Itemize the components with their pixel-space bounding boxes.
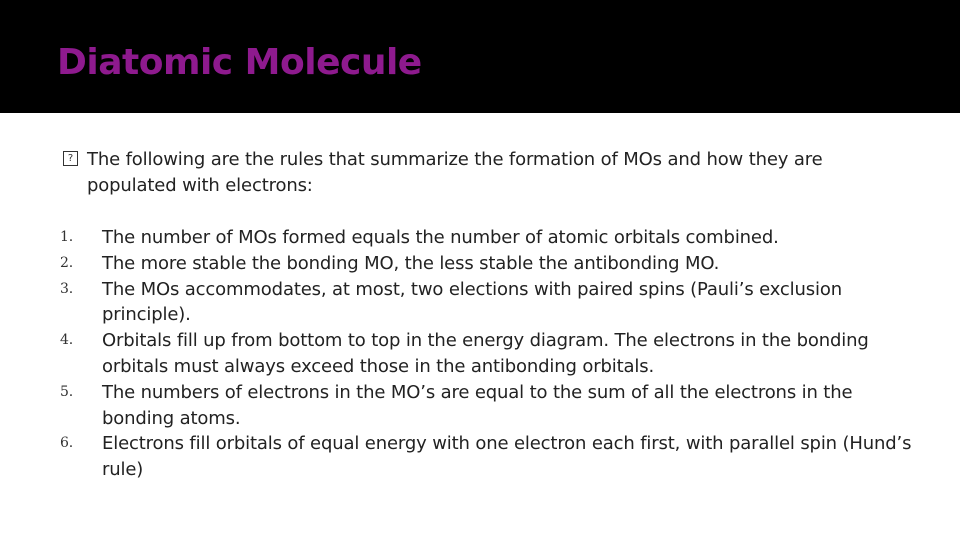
rule-number: 4. <box>60 332 74 349</box>
rule-item <box>60 328 920 380</box>
rule-number: 6. <box>60 435 74 452</box>
rule-item <box>60 251 920 277</box>
rule-text: The MOs accommodates, at most, two elections with paired spins (Pauli’s exclusion principle). <box>102 278 842 326</box>
rule-item <box>60 380 920 432</box>
rule-number: 3. <box>60 280 74 297</box>
title-bar <box>0 0 960 113</box>
intro-bullet <box>63 147 913 199</box>
rules-list <box>60 225 920 483</box>
rule-number: 1. <box>60 229 74 245</box>
slide-title: Diatomic Molecule <box>57 42 422 83</box>
intro-text: The following are the rules that summarize the formation of MOs and how they are populated with electrons: <box>87 149 823 196</box>
rule-text: The more stable the bonding MO, the less stable the antibonding MO. <box>102 252 720 274</box>
rule-text: Electrons fill orbitals of equal energy with one electron each first, with parallel spin (Hund’s rule) <box>102 433 912 481</box>
rule-number: 2. <box>60 254 74 271</box>
rule-text: Orbitals fill up from bottom to top in the energy diagram. The electrons in the bonding orbitals must always exceed those in the antibonding orbitals. <box>102 330 869 377</box>
rule-item <box>60 225 920 251</box>
rule-text: The number of MOs formed equals the number of atomic orbitals combined. <box>102 227 779 248</box>
rule-text: The numbers of electrons in the MO’s are equal to the sum of all the electrons in the bonding atoms. <box>102 381 853 429</box>
rule-item <box>60 277 920 329</box>
rule-number: 5. <box>60 383 74 400</box>
rule-item <box>60 431 920 483</box>
missing-glyph-box-icon: ? <box>63 151 78 166</box>
